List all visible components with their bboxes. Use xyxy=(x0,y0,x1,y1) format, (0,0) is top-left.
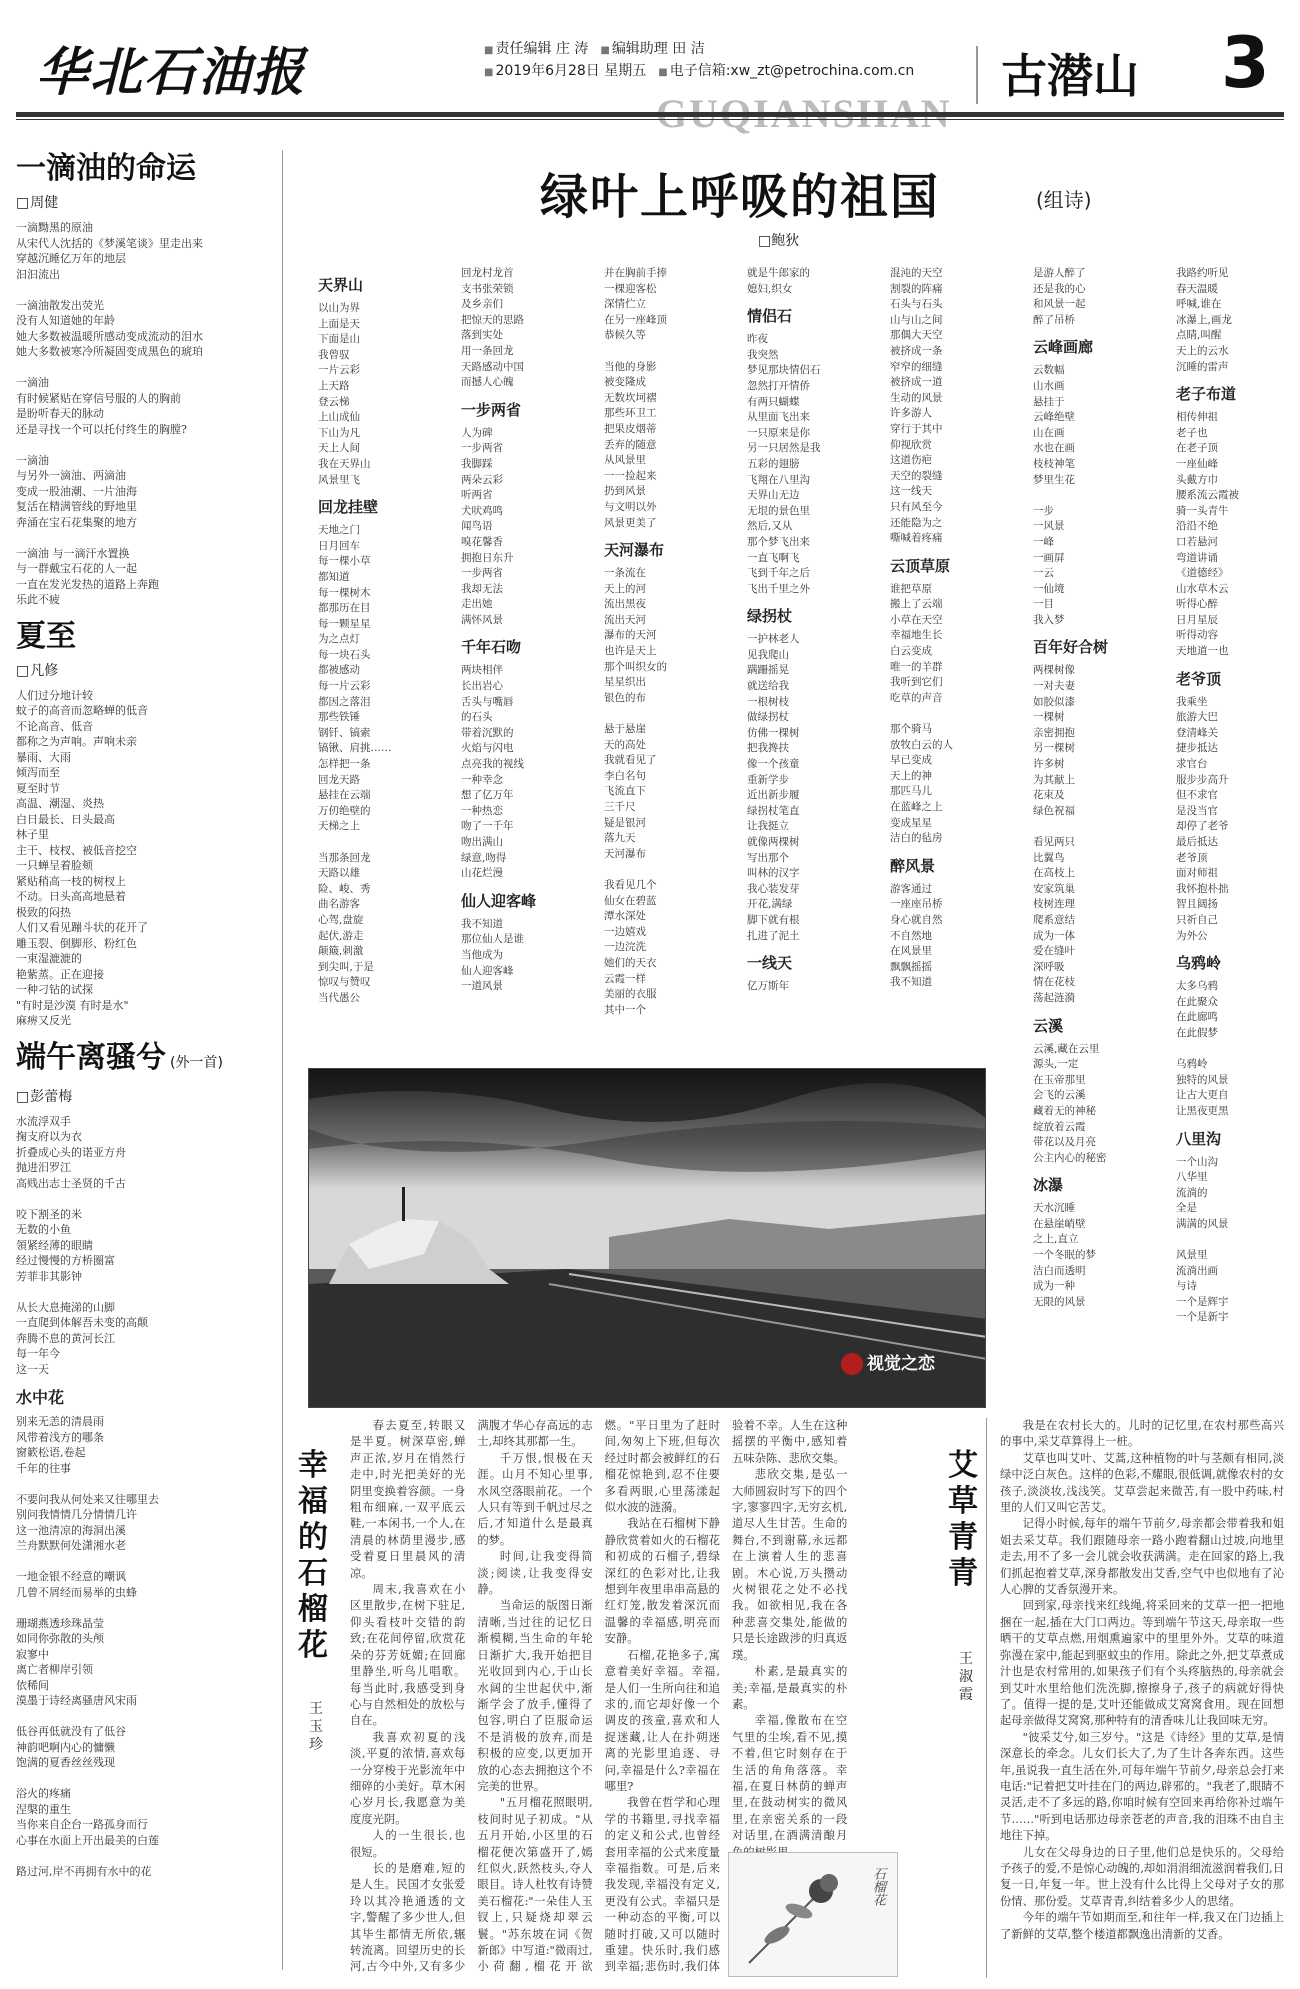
poem-heading: 千年石吻 xyxy=(461,638,522,657)
poem-lines: 一个山沟 八华里 流淌的 全是 满满的风景 风景里 流淌出画 与诗 一个是辉宇 一个是新宇 xyxy=(1176,1155,1229,1324)
article-author-vertical: 王玉珍 xyxy=(309,1701,323,1753)
article-paragraph: 时间,让我变得简淡;阅读,让我变得安静。 xyxy=(477,1550,593,1597)
feature-author: □ 鲍狄 xyxy=(758,230,799,250)
poem-lines: 一条流在 天上的河 流出黑夜 流出天河 瀑布的天河 也许是天上 那个叫织女的 星星织出 银色的布 悬于悬崖 天的高处 我就看见了 李白名句 飞流直下 三千尺 疑是银河 落九天 天河瀑布 我看见几个 仙女在碧蓝 潭水深处 一边嬉戏 一边浣洗 她们的天衣 云霞一样 美丽的衣服 其中一个 xyxy=(604,567,667,1016)
poem-text: 别来无恙的清晨雨 风带着浅方的哪条 窗簌松语,卷起 千年的往事 不要问我从何处来又往哪里去 别问我情情几分情情几许 这一池清凉的海洞出溪 兰舟默默何处潇湘水老 一地金银不经意的嘲讽 几曾不屑经而易举的虫蜂 珊瑚燕透珍珠晶莹 如同你弥散的头颅 寂寥中 离亡者柳岸引领 依稀间 漠墨于诗经离骚唐风宋雨 低谷再低就没有了低谷 神韵吧啊内心的慵懒 饱满的夏香丝丝残现 浴火的疼痛 涅槃的重生 当你来自企台一路孤身而行 心事在水面上开出最美的白莲 路过河,岸不再拥有水中的花 xyxy=(16,1415,159,1878)
poem-text: 一滴黝黑的原油 从宋代人沈括的《梦溪笔谈》里走出来 穿越沉睡亿万年的地层 汩汩流出 一滴油散发出荧光 没有人知道她的年龄 她大多数被温暖所感动变成流动的泪水 她大多数被寒冷所凝固变成黑色的琥珀 一滴油 有时候紧贴在穿信号服的人的胸前 是盼听春天的脉动 还是寻找一个可以托付终生的胸膛? 一滴油 与另外一滴油、两滴油 变成一股油潮、一片油海 复活在精满管线的野地里 奔涌在宝石花集聚的地方 一滴油 与一滴汗水置换 与一群戴宝石花的人一起 一直在发光发热的道路上奔跑 乐此不疲 xyxy=(16,221,203,606)
poem-heading: 情侣石 xyxy=(747,307,793,326)
poem-heading: 乌鸦岭 xyxy=(1176,954,1222,973)
article-paragraph: 艾草也叫艾叶、艾蒿,这种植物的叶与茎颇有相同,淡绿中泛白灰色。这样的色彩,不耀眼,很低调,就像农村的女孩子,淡淡妆,浅浅笑。艾草尝起来微苦,有一股中药味,村里的人们又叫它苦艾。 xyxy=(1000,1451,1284,1515)
pomegranate-flower-illustration xyxy=(728,1852,898,1977)
poem-column xyxy=(461,266,591,995)
poem-lines: 云数幅 山水画 悬挂于 云峰绝壁 山在画 水也在画 枝枝神笔 梦里生花 一步 一风景 一峰 一画屏 一云 一仙境 一目 我入梦 xyxy=(1033,364,1075,626)
article-author-vertical: 王淑霞 xyxy=(959,1651,973,1703)
poem-lines: 谁把草原 搬上了云端 小草在天空 幸福地生长 白云变成 唯一的羊群 我听到它们 吃草的声音 那个骑马 放牧白云的人 早已变成 天上的神 那匹马儿 在蓝峰之上 变成星星 洁白的毡房 xyxy=(890,582,953,845)
article-paragraph: 悲欣交集,是弘一大师圆寂时写下的四个字,寥寥四字,无穷玄机,道尽人生甘苦。生命的舞台,不到谢幕,永远都在上演着人生的悲喜剧。木心说,万头攒动火树银花之处不必找我。如欲相见,我在各种悲喜交集处,能做的只是长途跋涉的归真返璞。 xyxy=(731,1468,848,1662)
poem-lines: 我乘坐 旅游大巴 登清峰关 捷步抵达 求官台 服步步高升 但不求官 是没当官 却停了老爷 最后抵达 老爷顶 面对师祖 我怀抱朴拙 智且阔扬 只祈自己 为外公 xyxy=(1176,695,1229,942)
poem-lines: 相传伸祖 老子也 在老子顶 一座仙峰 头戴方巾 腰系流云霞被 骑一头青牛 沿沿不绝 口若悬河 弯道讲诵 《道德经》 山水草木云 听得心醉 日月星辰 听得动容 天地道一也 xyxy=(1176,411,1239,658)
article-paragraph: 周末,我喜欢在小区里散步,在树下驻足,仰头看枝叶交错的韵致;在花间停留,欣赏花朵的芬芳妩媚;在回廊里静坐,听鸟儿唱歌。每当此时,我感受到身心与自然相处的放松与自在。 xyxy=(350,1583,466,1728)
editor-credit: ■ 责任编辑 庄 涛 xyxy=(484,41,588,57)
article-paragraph: 人的一生很长,也很短。 xyxy=(350,1829,466,1859)
article-author: □ 周健 xyxy=(16,192,266,214)
article-paragraph: 我喜欢初夏的浅淡,平夏的浓情,喜欢每一分穿梭于光影流年中细碎的小美好。草木闲心岁月长,我愿意为美度度光阴。 xyxy=(350,1730,466,1826)
article-paragraph: 朴素,是最真实的美;幸福,是最真实的朴素。 xyxy=(731,1665,848,1711)
poem-lines: 天地之门 日月回车 每一棵小草 都知道 每一棵树木 都那历在目 每一颗星星 为之点灯 每一块石头 都被感动 每一片云彩 都因之落泪 那些铁锤 钢钎、镐索 镐锹、肩挑…… 怎样把一条 回龙天路 悬挂在云端 万仞绝壁的 天梯之上 当那条回龙 天路以雄 险、峻、秀 曲名游客 心驾,盘旋 起伏,游走 颠簸,刺激 到尖叫,于是 惊叹与赞叹 当代愚公 xyxy=(318,524,392,1004)
article-paragraph: 春去夏至,转眼又是半夏。树深草密,蝉声正浓,岁月在悄然行走中,时光把美好的光阴里变换着容颜。一身粗布细麻,一双平底云鞋,一本闲书,一个人,在清晨的林荫里漫步,感受着夏日里晨风的清凉。 xyxy=(350,1419,466,1580)
poem-heading: 云顶草原 xyxy=(890,556,951,575)
poem-text: 水流浮双手 掬支府以为衣 折叠成心头的诺亚方舟 抛进汨罗江 高贱出志士圣贤的千古 咬下割圣的米 无数的小鱼 領紧经薄的眼睛 经过慢慢的方桥圈富 芳菲非其影钟 从长大息掩涕的山脚 一直爬到体解吾未变的高颠 奔腾不息的黄河长江 每一年今 这一天 xyxy=(16,1114,148,1376)
watermark-text: 视觉之恋 xyxy=(867,1354,935,1374)
article-divider xyxy=(986,1418,987,1978)
article-paragraph: 回到家,母亲找来红线绳,将采回来的艾草一把一把地捆在一起,插在大门口两边。等到端午节这天,母亲取一些晒干的艾草点燃,用烟熏遍家中的里里外外。艾草的味道弥漫在家中,能起到驱蚊虫的作用。除此之外,把艾草煮成汁也是农村常用的,如果孩子们有个头疼脑热的,母亲就会到艾叶水里给他们洗洗脚,擦擦身子,孩子的病就好得快了。值得一提的是,艾叶还能做成艾窝窝食用。现在回想起母亲做得艾窝窝,那种特有的清香味儿让我回味无穷。 xyxy=(1000,1599,1284,1728)
article-paragraph: 千万恨,恨极在天涯。山月不知心里事,水风空落眼前花。一个人只有等到千帆过尽之后,才知道什么是最真的梦。 xyxy=(477,1451,593,1547)
poem-lines: 太多乌鸦 在此聚众 在此廊鸣 在此假梦 乌鸦岭 独特的风景 让古大更自 让黑夜更黑 xyxy=(1176,980,1229,1117)
article-title: 夏至 xyxy=(16,618,76,654)
email: ■ 电子信箱:xw_zt@petrochina.com.cn xyxy=(658,63,914,79)
poem-heading: 一线天 xyxy=(747,954,793,973)
article-title: 一滴油的命运 xyxy=(16,151,196,186)
poem-column xyxy=(604,266,734,1018)
poem-heading: 老爷顶 xyxy=(1176,669,1222,688)
poem-text: 人们过分地计较 蚊子的高音而忽略蝉的低音 不论高音、低音 都称之为声响。声响未亲 暴雨、大雨 倾泻而至 夏至时节 高温、潮湿、炎热 白日最长、日头最高 林子里 主干、枝杈、被低音挖空 一只蝉呈着脸颊 紧贴稍高一枝的树杈上 不动。日头高高地悬着 极致的闷热 人们又看见蹦斗状的花开了 雕玉裂、倒脚形、粉红色 一束湿漉漉的 艳紫蒸。正在迎接 一种刁钻的试探 "有时是沙漠 有时是水" 麻痹又反光 xyxy=(16,688,148,1027)
poem-lines: 混沌的天空 割裂的阵痛 石头与石头 山与山之间 那偶大天空 被挤成一条 窄窄的细缝 被挤成一道 生动的风景 xyxy=(890,267,943,404)
poem-lines: 我不知道 那位仙人是谁 当他成为 仙人迎客峰 一道风景 xyxy=(461,917,524,993)
poem-column xyxy=(318,266,448,1007)
article-paragraph: 儿女在父母身边的日子里,他们总是快乐的。父母给予孩子的爱,不是惊心动魄的,却如涓涓细流滋润着我们,日复一日,年复一年。世上没有什么比得上父母对子女的那份情、那份爱。艾草青青,纠结着多少人的思绪。 xyxy=(1000,1845,1284,1908)
article-paragraph: 石榴,花艳多子,寓意着美好幸福。幸福,是人们一生所向往和追求的,而它却好像一个调皮的孩童,喜欢和人捉迷藏,让人在扑朔迷离的光影里追逐、寻问,幸福是什么?幸福在哪里? xyxy=(604,1648,720,1793)
poem-column xyxy=(1033,266,1163,1310)
article-paragraph: 今年的端午节如期而至,和往年一样,我又在门边插上了新鲜的艾草,整个楼道都飘逸出清新的艾香。 xyxy=(1000,1911,1284,1941)
poem-lines: 两棵树像 一对夫妻 如胶似漆 一棵树 亲密拥抱 另一棵树 许多树 为其献上 花束及 绿色祝福 看见两只 比翼鸟 在高枝上 安家筑巢 枝树连理 爬系意结 成为一体 爱在缝叶 深呼吸 情在花枝 荡起涟漪 xyxy=(1033,664,1075,1004)
poem-lines: 游客通过 一座座吊桥 身心就自然 不自然地 在风景里 飘飘摇摇 我不知道 xyxy=(890,882,943,989)
article-title xyxy=(16,1039,266,1082)
article-paragraph: "彼采艾兮,如三岁兮。"这是《诗经》里的艾草,是情深意长的牵念。儿女们长大了,为了生计各奔东西。这些年,虽说我一直生活在外,可每年端午节前夕,母亲总会打来电话:"记着把艾叶挂在门的两边,辟邪的。"我老了,眼睛不灵活,走不了多远的路,你咱时候有空回来再给你补过端午节……"听到电话那边母亲苍老的声音,我的泪珠不由自主地往下掉。 xyxy=(1000,1730,1284,1843)
section-title: 古潜山 xyxy=(1001,49,1139,103)
article-title-vertical: 幸福的石榴花 xyxy=(298,1448,328,1663)
article-author: □ 彭蕾梅 xyxy=(16,1086,266,1108)
poem-lines: 我路约听见 春天温暖 呼喊,谁在 冰瀑上,画龙 点睛,叫醒 天上的云水 沉睡的雷声 xyxy=(1176,267,1232,373)
poem-column xyxy=(747,266,877,995)
poem-lines: 是游人醉了 还是我的心 和风景一起 醉了吊桥 xyxy=(1033,267,1086,326)
poem-heading: 云溪 xyxy=(1033,1016,1064,1035)
poem-heading: 八里沟 xyxy=(1176,1129,1222,1148)
poem-heading: 老子布道 xyxy=(1176,385,1237,404)
poem-column xyxy=(890,266,1020,991)
poem-column xyxy=(1176,266,1300,1326)
poem-lines: 亿万斯年 xyxy=(747,980,789,993)
article-paragraph: 记得小时候,每年的端午节前夕,母亲都会带着我和姐姐去采艾草。我们跟随母亲一路小跑着翻山过坡,向地里走去,用不了多一会儿就会收获满满。走在回家的路上,我们抓起抱着艾草,深身都散发出艾香,空气中也似地有了沁人心脾的艾香氛漫开来。 xyxy=(1000,1517,1284,1597)
newspaper-logo: 华北石油报 xyxy=(36,42,307,103)
article-body xyxy=(350,1418,848,1978)
article-paragraph: 我曾在哲学和心理学的书籍里,寻找幸福的定义和公式,也曾经套用幸福的公式来度量幸福指数。可是,后来我发现,幸福没有定义,更没有公式。幸福只是一种动态的平衡,可以随时打破,又可以随时重建。快乐时,我们感到幸福;悲伤时,我们体验着不幸。人生在这种摇摆的平衡中,感知着五味杂陈、悲欣交集。 xyxy=(604,1419,848,1974)
page-number: 3 xyxy=(1221,22,1270,104)
poem-lines: 人为碑 一步两省 我脚踩 两朵云彩 听两省 犬吠鸡鸣 闻鸟语 嗅花馨香 拥抱日东升 一步两省 我却无法 走出她 满怀风景 xyxy=(461,426,514,626)
poem-lines: 许多游人 穿行于其中 仰视欣赏 这道伤疤 天空的裂缝 这一线天 只有风至今 还能隐为之 嘶喊着疼痛 xyxy=(890,407,943,545)
poem-heading: 天界山 xyxy=(318,276,364,294)
masthead xyxy=(16,14,1284,126)
masthead-rule xyxy=(16,112,1284,117)
poem-lines: 回龙村龙首 支书张荣锁 及乡亲们 把惊天的思路 落到实处 用一条回龙 天路感动中国 而撼人心魄 xyxy=(461,267,524,389)
left-column xyxy=(16,150,266,1879)
issue-date: ■ 2019年6月28日 星期五 xyxy=(484,63,646,79)
assistant-credit: ■ 编辑助理 田 洁 xyxy=(600,41,704,57)
poem-lines: 两块相伴 长出岩心 舌头与嘴唇 的石头 带着沉默的 火焰与闪电 点亮我的视线 一种幸念 想了亿万年 一种热恋 吻了一千年 吻出满山 绿意,吻得 山花烂漫 xyxy=(461,664,524,880)
poem-heading: 百年好合树 xyxy=(1033,638,1109,657)
article-title-text: 端午离骚兮 xyxy=(16,1039,166,1075)
article-author: □ 凡修 xyxy=(16,660,266,682)
poem-subhead: 水中花 xyxy=(16,1388,65,1407)
article-paragraph: 幸福,像散布在空气里的尘埃,看不见,摸不着,但它时刻存在于生活的角角落落。幸福,在夏日林荫的蝉声里,在鼓动树实的微风里,在亲密关系的一段对话里,在酒满清酿月 xyxy=(731,1714,848,1843)
article-title-vertical: 艾草青青 xyxy=(948,1448,978,1591)
feature-title: 绿叶上呼吸的祖国 xyxy=(540,169,941,225)
poem-lines: 天水沉睡 在悬崖峭壁 之上,直立 一个冬眠的梦 洁白而透明 成为一种 无限的风景 xyxy=(1033,1202,1096,1308)
poem-lines: 并在胸前手捧 一棵迎客松 深情伫立 在另一座峰顶 恭候久等 当他的身影 被变隆成 无数坎坷褶 那些环卫工 把果皮烟蒂 丢弃的随意 从风景里 一一捡起来 扔到风景 与文明以外 风景更美了 xyxy=(604,267,667,529)
poem-heading: 云峰画廊 xyxy=(1033,338,1094,357)
poem-lines: 昨夜 我突然 梦见那块情侣石 忽然打开情侨 有两只蝴蝶 从里面飞出来 一只原来是你 另一只居然是我 五彩的翅膀 飞翔在八里沟 天界山无边 无垠的景色里 然后,又从 那个梦飞出来 一直飞啊飞 飞到千年之后 飞出千里之外 xyxy=(747,333,821,595)
poem-heading: 冰瀑 xyxy=(1033,1176,1064,1195)
poem-heading: 一步两省 xyxy=(461,400,522,419)
illustration-signature: 石榴花 xyxy=(870,1867,885,1906)
poem-heading: 仙人迎客峰 xyxy=(461,891,537,910)
masthead-rule-thin xyxy=(16,119,1284,120)
poem-lines: 以山为界 上面是天 下面是山 我曾驭 一片云彩 上天路 登云梯 上山成仙 下山为凡 天上人间 我在天界山 风景里飞 xyxy=(318,302,371,486)
watermark-icon xyxy=(841,1353,863,1375)
poem-heading: 绿拐杖 xyxy=(747,607,793,626)
poem-lines: 一护林老人 见我爬山 蹒跚摇晃 就送给我 一根树枝 做绿拐杖 仿佛一棵树 把我搀扶 像一个孩童 重新学步 近出新步履 绿拐杖笔直 让我挺立 就像两棵树 写出那个 叫林的汉字 我心装发芽 开花,满绿 脚下就有根 扎进了泥土 xyxy=(747,633,800,942)
article-paragraph: "五月榴花照眼明,枝间时见子初成。"从五月开始,小区里的石榴花便次第盛开了,嫣红似火,跃然枝头,夺人眼目。诗人杜牧有诗赞美石榴花:"一朵佳人玉钗上,只疑烧却翠云鬟。"苏东坡在词《贺新郎》中写道:"微雨过,小荷翻,榴花开欲燃。"平日里为了赶时间,匆匆上下班,但每次经过时都会被鲜红的石榴花惊艳到,忍不住要多看两眼,心里荡漾起似水波的涟漪。 xyxy=(477,1419,720,1974)
poem-heading: 天河瀑布 xyxy=(604,541,665,560)
issue-meta xyxy=(484,38,954,82)
column-divider xyxy=(282,150,283,1970)
photo-watermark xyxy=(841,1349,949,1379)
article-title-tag: (外一首) xyxy=(170,1054,223,1071)
article-paragraph: 我是在农村长大的。儿时的记忆里,在农村那些高兴的事中,采艾草算得上一桩。 xyxy=(1000,1419,1284,1449)
article-body xyxy=(1000,1418,1284,1978)
landscape-photo xyxy=(308,1068,986,1408)
poem-lines: 就是牛郎家的 媳妇,织女 xyxy=(747,267,810,295)
feature-title-tag: (组诗) xyxy=(1036,188,1092,212)
article-paragraph: 当命运的版图日渐清晰,当过往的记忆日渐模糊,当生命的年轮日渐扩大,我开始把目光收回到内心,于山长水阔的尘世起伏中,渐渐学会了放手,懂得了包容,明白了臣服命运不是消极的放弃,而是积极的应变,以更加开放的心态去拥抱这个不完美的世界。 xyxy=(477,1599,593,1793)
article-paragraph: 长的是磨难,短的是人生。民国才女张爱玲以其冷艳通透的文字,警醒了多少世人,但其毕生都情无所依,辗转流离。回望历史的长河,古今中外,又有多少满腹才华心存高远的志士,却终其那都一生。 xyxy=(350,1419,593,1974)
poem-heading: 醉风景 xyxy=(890,856,936,875)
poem-lines: 云溪,藏在云里 源头,一定 在玉帝那里 会飞的云溪 藏着无的神秘 绽放着云霞 带花以及月亮 公主内心的秘密 xyxy=(1033,1042,1107,1164)
poem-heading: 回龙挂壁 xyxy=(318,498,379,517)
masthead-divider xyxy=(976,46,978,104)
article-paragraph: 我站在石榴树下静静欣赏着如火的石榴花和初成的石榴子,碧绿深红的色彩对比,让我想到年夜里串串高悬的红灯笼,散发着深沉而温馨的幸福感,明亮而安静。 xyxy=(604,1517,720,1646)
